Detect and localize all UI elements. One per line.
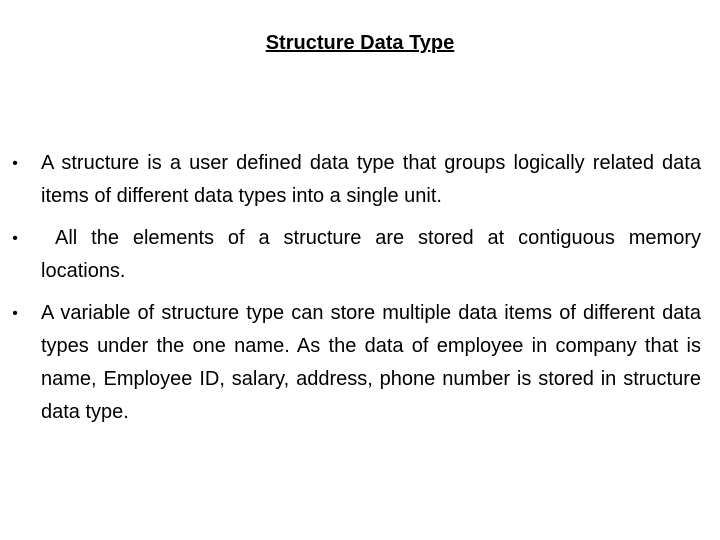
bullet-item-3 — [8, 297, 701, 429]
bullet-icon: • — [12, 230, 18, 247]
bullet-icon: • — [12, 305, 18, 322]
bullet-list — [8, 147, 701, 438]
slide-title: Structure Data Type — [265, 32, 455, 54]
bullet-item-1 — [8, 147, 701, 213]
bullet-icon: • — [12, 155, 18, 172]
bullet-text: All the elements of a structure are stored at contiguous memory locations. — [41, 227, 701, 282]
bullet-item-2 — [8, 222, 701, 288]
bullet-text: A structure is a user defined data type that groups logically related data items of different data types into a single unit. — [41, 152, 701, 207]
bullet-text: A variable of structure type can store multiple data items of different data types under the one name. As the data of employee in company that is name, Employee ID, salary, address, phone number is stored in structure data type. — [41, 302, 701, 423]
